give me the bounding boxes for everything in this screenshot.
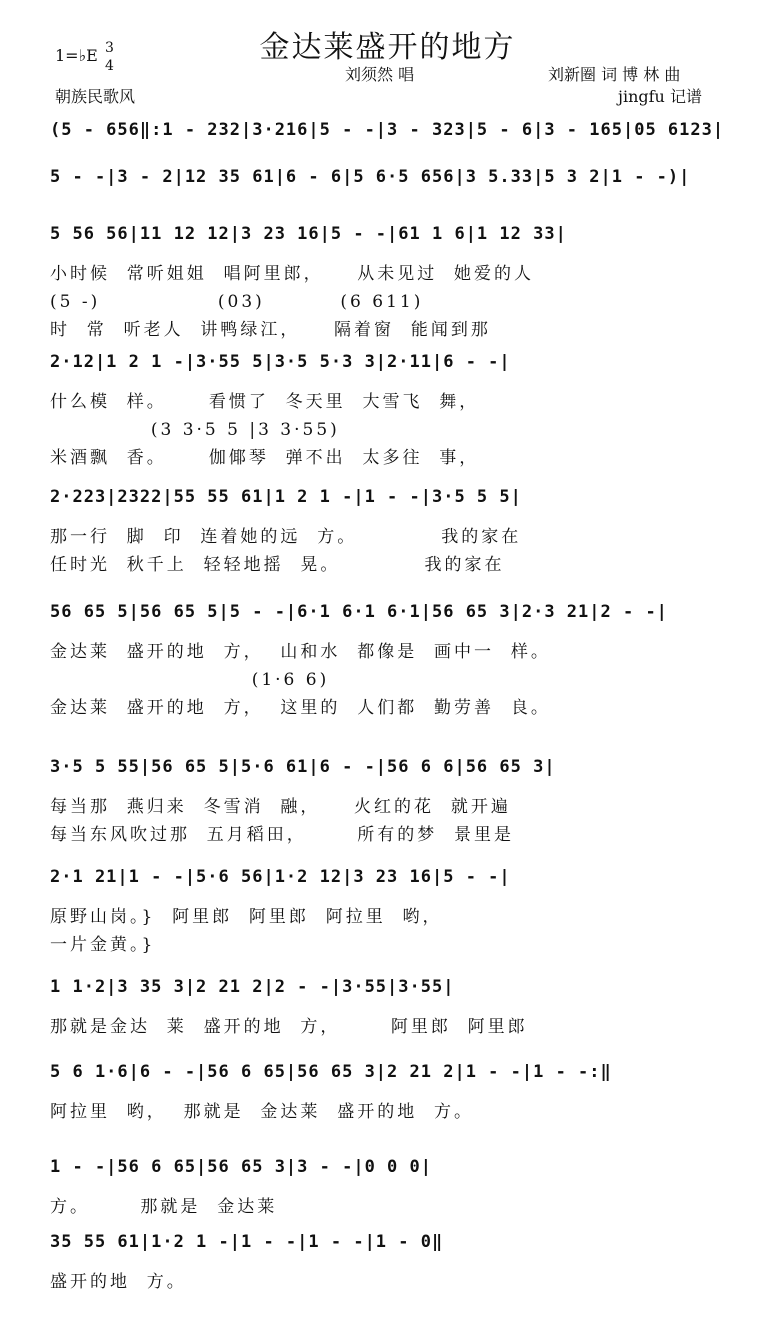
notation-line: 35 55 61|1·2 1 -|1 - -|1 - -|1 - 0‖ xyxy=(50,1232,444,1252)
lyric-line: 原野山岗。} 阿里郎 阿里郎 阿拉里 哟， xyxy=(50,907,443,927)
key-signature: 1=♭E xyxy=(55,46,98,65)
lyric-line: 那一行 脚 印 连着她的远 方。 我的家在 xyxy=(50,527,522,547)
lyric-line: 金达莱 盛开的地 方， 山和水 都像是 画中一 样。 xyxy=(50,642,551,662)
notation-line: 5 - -|3 - 2|12 35 61|6 - 6|5 6·5 656|3 5.33|5 3 2|1 - -)| xyxy=(50,167,691,187)
credits-label: 刘新圈 词 博 林 曲 xyxy=(548,65,681,84)
notation-line: 1 - -|56 6 65|56 65 3|3 - -|0 0 0| xyxy=(50,1157,432,1177)
lyric-line: 一片金黄。} xyxy=(50,935,156,955)
notation-line: 5 6 1·6|6 - -|56 6 65|56 65 3|2 21 2|1 - -|1 - -:‖ xyxy=(50,1062,612,1082)
notation-line: 5 56 56|11 12 12|3 23 16|5 - -|61 1 6|1 12 33| xyxy=(50,224,567,244)
notation-line: 1 1·2|3 35 3|2 21 2|2 - -|3·55|3·55| xyxy=(50,977,455,997)
lyric-line: (5 -) (03) (6 611) xyxy=(50,292,424,312)
lyric-line: 每当东风吹过那 五月稻田， 所有的梦 景里是 xyxy=(50,825,515,845)
notation-line: 3·5 5 55|56 65 5|5·6 61|6 - -|56 6 6|56 65 3| xyxy=(50,757,556,777)
time-signature-bottom: 4 xyxy=(105,58,114,74)
notation-line: (5 - 656‖:1 - 232|3·216|5 - -|3 - 323|5 - 6|3 - 165|05 6123| xyxy=(50,120,725,140)
time-signature-top: 3 xyxy=(105,40,114,56)
lyric-line: 每当那 燕归来 冬雪消 融， 火红的花 就开遍 xyxy=(50,797,511,817)
lyric-line: (3 3·5 5 |3 3·55) xyxy=(50,420,340,440)
singer-label: 刘须然 唱 xyxy=(345,65,415,84)
lyric-line: 什么模 样。 看惯了 冬天里 大雪飞 舞， xyxy=(50,392,480,412)
notation-line: 2·223|2322|55 55 61|1 2 1 -|1 - -|3·5 5 5| xyxy=(50,487,522,507)
lyric-line: 小时候 常听姐姐 唱阿里郎， 从未见过 她爱的人 xyxy=(50,264,535,284)
lyric-line: 盛开的地 方。 xyxy=(50,1272,187,1292)
lyric-line: 阿拉里 哟， 那就是 金达莱 盛开的地 方。 xyxy=(50,1102,475,1122)
lyric-line: 时 常 听老人 讲鸭绿江， 隔着窗 能闻到那 xyxy=(50,320,491,340)
lyric-line: 金达莱 盛开的地 方， 这里的 人们都 勤劳善 良。 xyxy=(50,698,551,718)
lyric-line: 那就是金达 莱 盛开的地 方， 阿里郎 阿里郎 xyxy=(50,1017,528,1037)
transcriber-label: jingfu 记谱 xyxy=(618,87,702,106)
style-label: 朝族民歌风 xyxy=(55,87,136,106)
lyric-line: 任时光 秋千上 轻轻地摇 晃。 我的家在 xyxy=(50,555,505,575)
lyric-line: (1·6 6) xyxy=(50,670,330,690)
lyric-line: 米酒飘 香。 伽倻琴 弹不出 太多往 事， xyxy=(50,448,480,468)
notation-line: 2·1 21|1 - -|5·6 56|1·2 12|3 23 16|5 - -| xyxy=(50,867,511,887)
lyric-line: 方。 那就是 金达莱 xyxy=(50,1197,278,1217)
song-title: 金达莱盛开的地方 xyxy=(259,30,516,65)
notation-line: 56 65 5|56 65 5|5 - -|6·1 6·1 6·1|56 65 3|2·3 21|2 - -| xyxy=(50,602,668,622)
notation-line: 2·12|1 2 1 -|3·55 5|3·5 5·3 3|2·11|6 - -| xyxy=(50,352,511,372)
